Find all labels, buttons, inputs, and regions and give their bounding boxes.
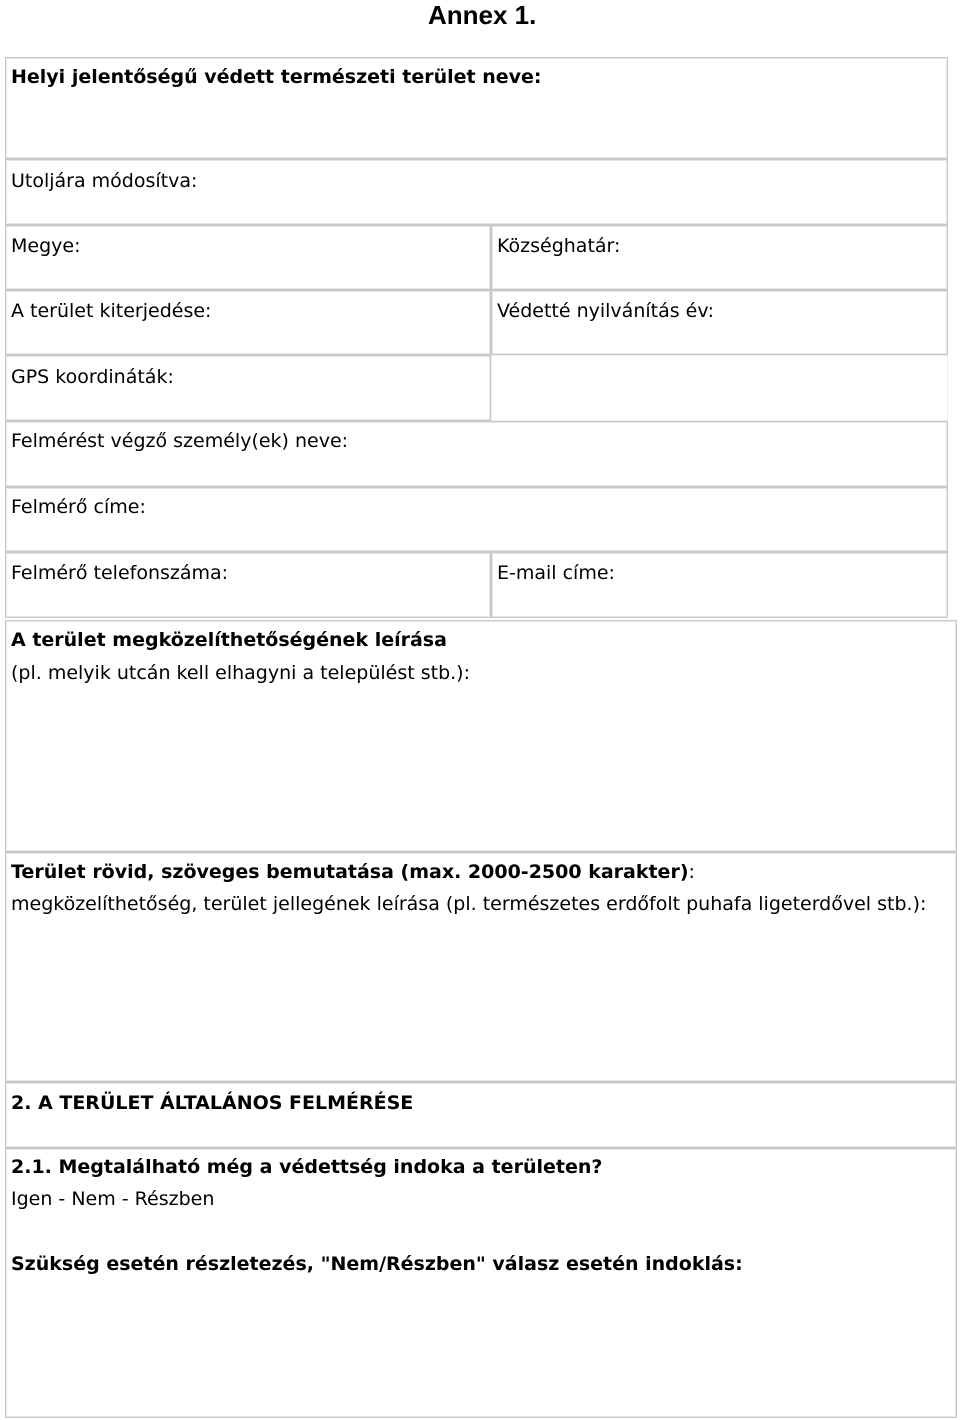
section-21-options: Igen - Nem - Részben — [11, 1188, 215, 1210]
section-21-heading: 2.1. Megtalálható még a védettség indoka a területen? — [11, 1156, 603, 1178]
field-gps-label: GPS koordináták: — [11, 366, 174, 388]
field-municipal-boundary[interactable] — [491, 225, 948, 290]
field-county-label: Megye: — [11, 235, 81, 257]
field-area-extent[interactable] — [5, 290, 491, 355]
field-surveyor-phone[interactable] — [5, 552, 491, 618]
field-surveyor-name[interactable] — [5, 421, 948, 487]
annex-title-text: Annex 1. — [428, 0, 537, 30]
field-protection-year-label: Védetté nyilvánítás év: — [497, 300, 714, 322]
field-access-description[interactable] — [5, 620, 957, 852]
description-subheading: megközelíthetőség, terület jellegének leírása (pl. természetes erdőfolt puhafa ligeterdővel stb.): — [11, 893, 927, 915]
access-subheading: (pl. melyik utcán kell elhagyni a települést stb.): — [11, 662, 470, 684]
field-short-description[interactable] — [5, 852, 957, 1082]
field-gps[interactable] — [5, 355, 491, 421]
field-area-name[interactable] — [5, 57, 948, 159]
access-heading: A terület megközelíthetőségének leírása — [11, 629, 447, 651]
description-heading — [11, 860, 695, 884]
field-protection-reason[interactable] — [5, 1148, 957, 1418]
field-email-label: E-mail címe: — [497, 562, 615, 584]
field-surveyor-name-label: Felmérést végző személy(ek) neve: — [11, 430, 349, 452]
field-last-modified[interactable] — [5, 159, 948, 225]
annex-title — [0, 0, 960, 30]
field-last-modified-label: Utoljára módosítva: — [11, 170, 198, 192]
field-protection-year[interactable] — [491, 290, 948, 355]
section-2-heading: 2. A TERÜLET ÁLTALÁNOS FELMÉRÉSE — [11, 1092, 414, 1114]
field-surveyor-address-label: Felmérő címe: — [11, 496, 146, 518]
field-municipal-boundary-label: Községhatár: — [497, 235, 621, 257]
field-county[interactable] — [5, 225, 491, 290]
description-heading-tail: : — [688, 861, 695, 883]
description-heading-bold: Terület rövid, szöveges bemutatása (max. 2000-2500 karakter) — [11, 861, 689, 883]
field-gps-value[interactable] — [491, 355, 948, 421]
field-surveyor-phone-label: Felmérő telefonszáma: — [11, 562, 229, 584]
field-area-extent-label: A terület kiterjedése: — [11, 300, 212, 322]
field-area-name-label: Helyi jelentőségű védett természeti terület neve: — [11, 66, 542, 88]
section-21-detail: Szükség esetén részletezés, "Nem/Részben" válasz esetén indoklás: — [11, 1253, 743, 1275]
field-email[interactable] — [491, 552, 948, 618]
field-surveyor-address[interactable] — [5, 487, 948, 552]
section-2-heading-cell — [5, 1082, 957, 1148]
